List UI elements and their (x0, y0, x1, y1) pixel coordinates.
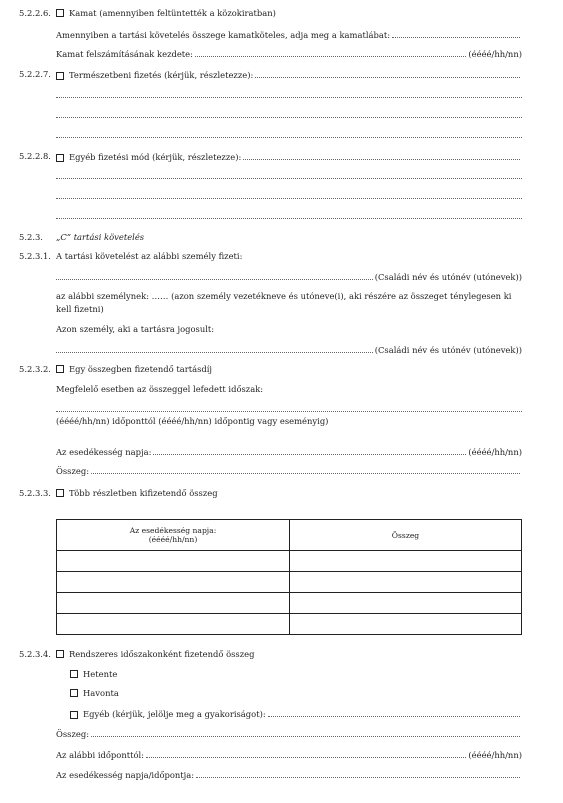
section-number: 5.2.2.7. (19, 69, 51, 79)
lump-sum-option (56, 364, 212, 374)
amount-label: Összeg: (56, 466, 90, 476)
in-kind-line-4[interactable] (56, 137, 522, 138)
interest-checkbox[interactable] (56, 9, 64, 17)
interest-rate-label: Amennyiben a tartási követelés összege kamatköteles, adja meg a kamatlábat: (56, 30, 391, 40)
other-payment-line-3[interactable] (56, 198, 522, 199)
table-row (57, 551, 522, 572)
name-hint: (Családi név és utónév (utónevek)) (374, 272, 522, 282)
entitled-name-field[interactable] (56, 352, 373, 353)
period-field[interactable] (56, 411, 522, 412)
periodic-amount-line (56, 727, 522, 739)
amount-field[interactable] (91, 473, 520, 474)
payer-name-field[interactable] (56, 279, 373, 280)
name-hint: (Családi név és utónév (utónevek)) (374, 345, 522, 355)
interest-rate-line (56, 28, 522, 40)
weekly-option (70, 669, 117, 679)
interest-rate-field[interactable] (392, 37, 520, 38)
due-date-cell[interactable] (57, 572, 290, 593)
amount-cell[interactable] (290, 572, 522, 593)
monthly-option (70, 688, 119, 698)
amount-cell[interactable] (290, 551, 522, 572)
table-row (57, 593, 522, 614)
due-date-field[interactable] (153, 454, 466, 455)
periodic-due-label: Az esedékesség napja/időpontja: (56, 770, 195, 780)
due-date-line (56, 445, 522, 457)
monthly-checkbox[interactable] (70, 689, 78, 697)
due-date-header-text: Az esedékesség napja: (129, 526, 217, 535)
periodic-label: Rendszeres időszakonként fizetendő összeg (69, 649, 255, 659)
date-format-hint: (éééé/hh/nn) (468, 447, 522, 457)
other-frequency-label: Egyéb (kérjük, jelölje meg a gyakoriságot): (83, 709, 266, 719)
start-date-field[interactable] (146, 757, 466, 758)
in-kind-checkbox[interactable] (56, 72, 64, 80)
other-payment-line-2[interactable] (56, 178, 522, 179)
in-kind-line-3[interactable] (56, 117, 522, 118)
start-date-label: Az alábbi időponttól: (56, 750, 145, 760)
periodic-amount-field[interactable] (91, 736, 520, 737)
start-date-line (56, 748, 522, 760)
due-date-cell[interactable] (57, 614, 290, 635)
other-frequency-line (70, 707, 522, 719)
date-format-hint: (éééé/hh/nn) (468, 49, 522, 59)
section-number: 5.2.3.2. (19, 364, 51, 374)
in-kind-line-2[interactable] (56, 97, 522, 98)
other-payment-line-4[interactable] (56, 218, 522, 219)
section-number: 5.2.2.6. (19, 8, 51, 18)
due-date-cell[interactable] (57, 551, 290, 572)
due-date-column-header (57, 520, 290, 551)
amount-cell[interactable] (290, 614, 522, 635)
date-format-hint: (éééé/hh/nn) (148, 535, 198, 544)
payer-name-line (56, 270, 522, 282)
interest-option (56, 8, 276, 18)
periodic-due-field[interactable] (196, 777, 520, 778)
in-kind-field[interactable] (255, 77, 520, 78)
lump-sum-label: Egy összegben fizetendő tartásdíj (69, 364, 213, 374)
recipient-text: az alábbi személynek: …… (azon személy vezetékneve és utóneve(i), aki részére az összeget ténylegesen ki kell fizetni) (56, 291, 512, 314)
table-row (57, 614, 522, 635)
other-frequency-field[interactable] (268, 716, 520, 717)
section-number: 5.2.3. (19, 232, 43, 242)
entitled-name-line (56, 343, 522, 355)
amount-column-header: Összeg (290, 520, 522, 551)
amount-line (56, 464, 522, 476)
lump-sum-checkbox[interactable] (56, 365, 64, 373)
period-label: Megfelelő esetben az összeggel lefedett időszak: (56, 384, 264, 394)
installments-label: Több részletben kifizetendő összeg (69, 488, 218, 498)
weekly-checkbox[interactable] (70, 670, 78, 678)
section-number: 5.2.2.8. (19, 151, 51, 161)
installments-table (56, 519, 522, 635)
interest-label: Kamat (amennyiben feltüntették a közokiratban) (69, 8, 276, 18)
table-row (57, 572, 522, 593)
other-payment-checkbox[interactable] (56, 154, 64, 162)
interest-start-line (56, 47, 522, 59)
interest-start-field[interactable] (195, 56, 466, 57)
entitled-label: Azon személy, aki a tartásra jogosult: (56, 324, 215, 334)
period-format-hint: (éééé/hh/nn) időponttól (éééé/hh/nn) időpontig vagy eseményig) (56, 416, 329, 426)
in-kind-line (56, 68, 522, 80)
other-frequency-checkbox[interactable] (70, 711, 78, 719)
section-title: „C” tartási követelés (56, 232, 145, 242)
other-payment-line (56, 150, 522, 162)
other-payment-field[interactable] (243, 159, 520, 160)
due-date-cell[interactable] (57, 593, 290, 614)
due-date-label: Az esedékesség napja: (56, 447, 152, 457)
section-number: 5.2.3.3. (19, 488, 51, 498)
in-kind-label: Természetbeni fizetés (kérjük, részletezze): (69, 70, 254, 80)
installments-checkbox[interactable] (56, 489, 64, 497)
periodic-due-line (56, 768, 522, 780)
other-payment-label: Egyéb fizetési mód (kérjük, részletezze): (69, 152, 242, 162)
periodic-amount-label: Összeg: (56, 729, 90, 739)
section-number: 5.2.3.1. (19, 251, 51, 261)
payer-label: A tartási követelést az alábbi személy fizeti: (56, 251, 243, 261)
section-number: 5.2.3.4. (19, 649, 51, 659)
periodic-checkbox[interactable] (56, 650, 64, 658)
interest-start-label: Kamat felszámításának kezdete: (56, 49, 193, 59)
installments-option (56, 488, 218, 498)
date-format-hint: (éééé/hh/nn) (468, 750, 522, 760)
weekly-label: Hetente (83, 669, 118, 679)
monthly-label: Havonta (83, 688, 119, 698)
periodic-option (56, 649, 254, 659)
amount-cell[interactable] (290, 593, 522, 614)
